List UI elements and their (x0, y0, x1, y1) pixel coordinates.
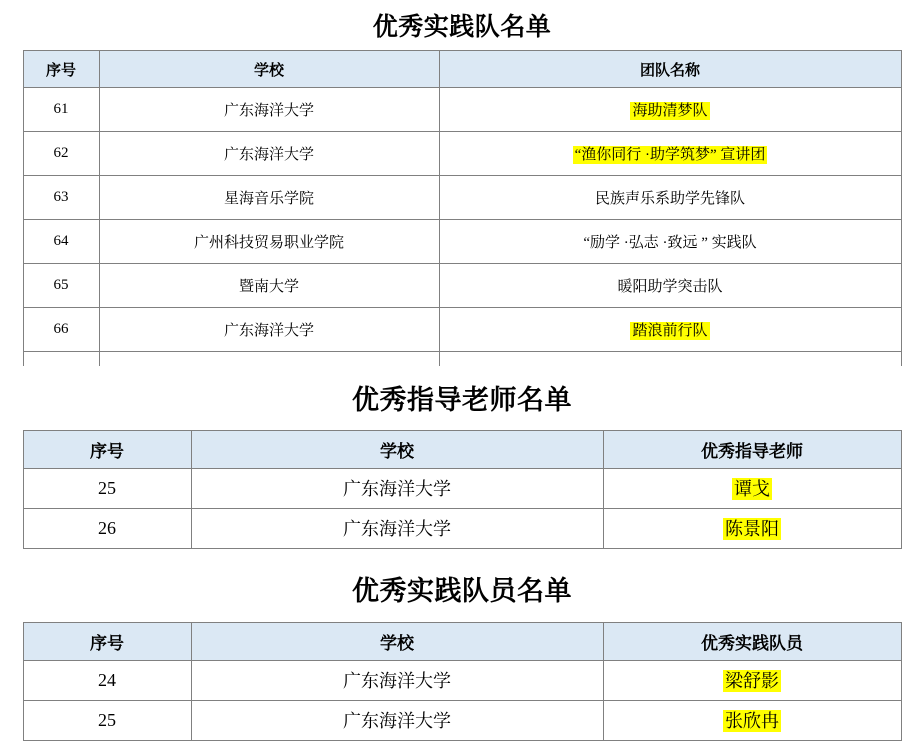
cell-seq: 64 (23, 220, 99, 264)
table-row (23, 88, 901, 132)
cell-seq: 25 (23, 468, 191, 508)
column-header-team-name: 团队名称 (439, 51, 901, 88)
cell-team-name (439, 132, 901, 176)
column-header-teacher: 优秀指导老师 (603, 430, 901, 468)
table-wrapper-teams (0, 50, 924, 366)
column-header-member: 优秀实践队员 (603, 622, 901, 660)
cell-teacher (603, 468, 901, 508)
highlighted-text: 踏浪前行队 (632, 323, 708, 339)
cell-seq: 61 (23, 88, 99, 132)
cell-seq: 65 (23, 264, 99, 308)
cell-member (603, 700, 901, 740)
table-header-row (23, 622, 901, 660)
cell-seq: 24 (23, 660, 191, 700)
cell-seq: 25 (23, 700, 191, 740)
highlighted-text: “渔你同行 ·助学筑梦” 宣讲团 (574, 147, 766, 163)
table-outstanding-teams (23, 50, 902, 366)
column-header-school: 学校 (191, 430, 603, 468)
cell-seq: 63 (23, 176, 99, 220)
cell-team-name (439, 308, 901, 352)
highlighted-text: 梁舒影 (725, 671, 779, 691)
cell-school: 广东海洋大学 (99, 132, 439, 176)
table-row (23, 660, 901, 700)
column-header-school: 学校 (99, 51, 439, 88)
table-row (23, 468, 901, 508)
table-row-partial (23, 352, 901, 366)
table-header-row (23, 51, 901, 88)
cell-school: 广州科技贸易职业学院 (99, 220, 439, 264)
cell-school: 广东海洋大学 (191, 660, 603, 700)
page-title-outstanding-members: 优秀实践队员名单 (352, 575, 572, 606)
cell-team-name: 民族声乐系助学先锋队 (439, 176, 901, 220)
cell-team-name: “励学 ·弘志 ·致远 ” 实践队 (439, 220, 901, 264)
page-title-outstanding-teams: 优秀实践队名单 (372, 13, 552, 41)
table-row (23, 264, 901, 308)
highlighted-text: 张欣冉 (725, 711, 779, 731)
cell-team-name: 暖阳助学突击队 (439, 264, 901, 308)
table-header-row (23, 430, 901, 468)
cell-school: 广东海洋大学 (99, 88, 439, 132)
cell-school: 暨南大学 (99, 264, 439, 308)
table-row (23, 700, 901, 740)
table-row (23, 308, 901, 352)
cell-school: 广东海洋大学 (99, 308, 439, 352)
cell-teacher (603, 508, 901, 548)
cell-school: 星海音乐学院 (99, 176, 439, 220)
cell-school: 广东海洋大学 (191, 508, 603, 548)
page-title-outstanding-teachers: 优秀指导老师名单 (352, 384, 572, 415)
cell-school: 广东海洋大学 (191, 700, 603, 740)
cell-team-name (439, 88, 901, 132)
highlighted-text: 谭戈 (734, 479, 770, 499)
table-row (23, 220, 901, 264)
column-header-school: 学校 (191, 622, 603, 660)
table-row (23, 508, 901, 548)
column-header-seq: 序号 (23, 430, 191, 468)
cell-member (603, 660, 901, 700)
column-header-seq: 序号 (23, 622, 191, 660)
column-header-seq: 序号 (23, 51, 99, 88)
cell-seq: 62 (23, 132, 99, 176)
table-outstanding-teachers (23, 430, 902, 549)
cell-school: 广东海洋大学 (191, 468, 603, 508)
highlighted-text: 陈景阳 (725, 519, 779, 539)
table-row (23, 132, 901, 176)
table-outstanding-members (23, 622, 902, 741)
table-row (23, 176, 901, 220)
cell-seq: 66 (23, 308, 99, 352)
highlighted-text: 海助清梦队 (632, 103, 708, 119)
cell-seq: 26 (23, 508, 191, 548)
